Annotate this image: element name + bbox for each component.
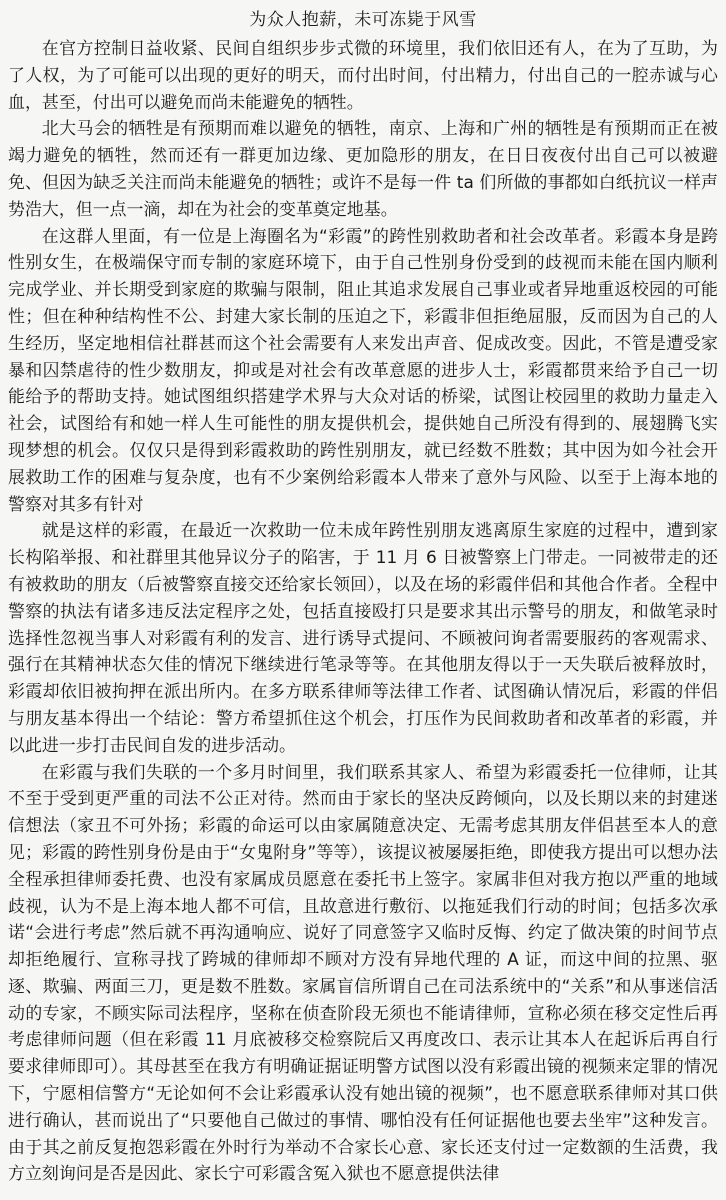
- paragraph-arrest: 就是这样的彩霞，在最近一次救助一位未成年跨性别朋友逃离原生家庭的过程中，遭到家长构陷举报、和社群里其他异议分子的陷害，于 11 月 6 日被警察上门带走。一同被带走的还有被救助的朋友（后被警察直接交还给家长领回），以及在场的彩霞伴侣和其他合作者。全程中警察的执法有诸多违反法定程序之处，包括直接殴打只是要求其出示警号的朋友，和做笔录时选择性忽视当事人对彩霞有利的发言、进行诱导式提问、不顾被问询者需要服药的客观需求、强行在其精神状态欠佳的情况下继续进行笔录等等。在其他朋友得以于一天失联后被释放时，彩霞却依旧被拘押在派出所内。在多方联系律师等法律工作者、试图确认情况后，彩霞的伴侣与朋友基本得出一个结论：警方希望抓住这个机会，打压作为民间救助者和改革者的彩霞，并以此进一步打击民间自发的进步活动。: [8, 520, 718, 755]
- paragraph-family: 在彩霞与我们失联的一个多月时间里，我们联系其家人、希望为彩霞委托一位律师，让其不至于受到更严重的司法不公正对待。然而由于家长的坚决反跨倾向，以及长期以来的封建迷信想法（家丑不可外扬；彩霞的命运可以由家属随意决定、无需考虑其朋友伴侣甚至本人的意见；彩霞的跨性别身份是由于“女鬼附身”等等），该提议被屡屡拒绝，即使我方提出可以想办法全程承担律师委托费、也没有家属成员愿意在委托书上签字。家属非但对我方抱以严重的地域歧视，认为不是上海本地人都不可信，且故意进行敷衍、以拖延我们行动的时间；包括多次承诺“会进行考虑”然后就不再沟通响应、说好了同意签字又临时反悔、约定了做决策的时间节点却拒绝履行、宣称寻找了跨城的律师却不顾对方没有异地代理的 A 证，而这中间的拉黑、驱逐、欺骗、两面三刀，更是数不胜数。家属盲信所谓自己在司法系统中的“关系”和从事迷信活动的专家，不顾实际司法程序，坚称在侦查阶段无须也不能请律师，宣称必须在移交定性后再考虑律师问题（但在彩霞 11 月底被移交检察院后又再度改口、表示让其本人在起诉后再自行要求律师即可）。其母甚至在我方有明确证据证明警方试图以没有彩霞出镜的视频来定罪的情况下，宁愿相信警方“无论如何不会让彩霞承认没有她出镜的视频”，也不愿意联系律师对其口供进行确认，甚而说出了“只要他自己做过的事情、哪怕没有任何证据他也要去坐牢”这种发言。由于其之前反复抱怨彩霞在外时行为举动不合家长心意、家长还支付过一定数额的生活费，我方立刻询问是否是因此、家长宁可彩霞含冤入狱也不愿意提供法律: [8, 761, 718, 1184]
- paragraph-intro: 在官方控制日益收紧、民间自组织步步式微的环境里，我们依旧还有人，在为了互助，为了人权，为了可能可以出现的更好的明天，而付出时间，付出精力，付出自己的一腔赤诚与心血，甚至，付出可以避免而尚未能避免的牺牲。: [8, 38, 718, 112]
- document-title: 为众人抱薪，未可冻毙于风雪: [249, 10, 477, 30]
- paragraph-caixia-profile: 在这群人里面，有一位是上海圈名为“彩霞”的跨性别救助者和社会改革者。彩霞本身是跨性别女生，在极端保守而专制的家庭环境下，由于自己性别身份受到的歧视而未能在国内顺利完成学业、并长期受到家庭的欺骗与限制，阻止其追求发展自己事业或者异地重返校园的可能性；但在种种结构性不公、封建大家长制的压迫之下，彩霞非但拒绝屈服，反而因为自己的人生经历，坚定地相信社群甚而这个社会需要有人来发出声音、促成改变。因此，不管是遭受家暴和囚禁虐待的性少数朋友，抑或是对社会有改革意愿的进步人士，彩霞都贯来给予自己一切能给予的帮助支持。她试图组织搭建学术界与大众对话的桥梁，试图让校园里的救助力量走入社会，试图给有和她一样人生可能性的朋友提供机会，提供她自己所没有得到的、展翅腾飞实现梦想的机会。仅仅只是得到彩霞救助的跨性别朋友，就已经数不胜数；其中因为如今社会开展救助工作的困难与复杂度，也有不少案例给彩霞本人带来了意外与风险、以至于上海本地的警察对其多有针对: [8, 225, 718, 514]
- paragraph-sacrifices: 北大马会的牺牲是有预期而难以避免的牺牲，南京、上海和广州的牺牲是有预期而正在被竭力避免的牺牲，然而还有一群更加边缘、更加隐形的朋友，在日日夜夜付出自己可以被避免、但因为缺乏关注而尚未能避免的牺牲；或许不是每一件 ta 们所做的事都如白纸抗议一样声势浩大，但一点一滴，却在为社会的变革奠定地基。: [8, 118, 718, 219]
